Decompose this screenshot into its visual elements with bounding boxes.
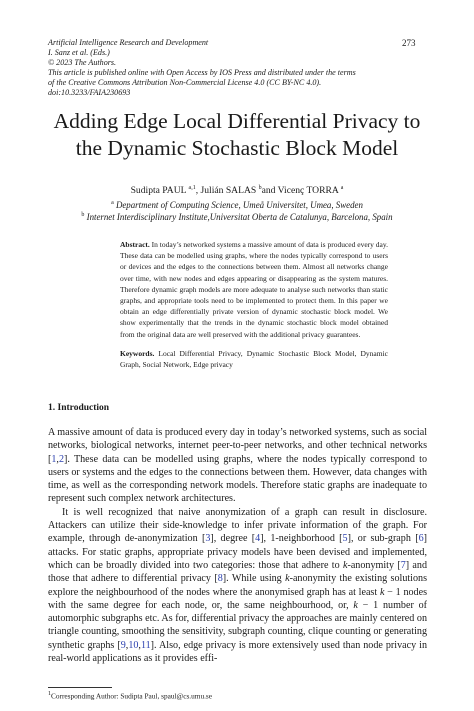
text-run: It is well recognized that naive anonymization of a graph can result in disclosure. Attackers can utilize their side-knowledge to infer private information of the graph. For example, through de-anonymization [ [48,506,427,545]
citation-link[interactable]: 2 [58,453,64,465]
text-run: A massive amount of data is produced every day in today’s networked systems, such as social networks, biological networks, internet peer-to-peer networks, and other technical networks [ [48,427,427,465]
math-k: k [342,559,348,571]
publication-header [48,38,428,99]
citation-link[interactable]: 11 [140,639,151,651]
affiliation-b-text: Internet Interdisciplinary Institute,Universitat Oberta de Catalunya, Barcelona, Spain [86,211,393,222]
citation-link[interactable]: 3 [205,533,211,545]
author-1-sup: a,1 [188,185,196,191]
title-line-1: Adding Edge Local Differential Privacy to [53,109,421,133]
text-run: -anonymity the existing solutions explore the neighbourhood of the nodes where the anonymised graph has at least [48,573,427,598]
affiliation-b [20,210,454,223]
header-license-1: This article is published online with Open Access by IOS Press and distributed under the terms [48,68,356,78]
text-run: ], or sub-graph [ [347,533,419,545]
keywords-text: Local Differential Privacy, Dynamic Stochastic Block Model, Dynamic Graph, Social Network, Edge privacy [120,349,388,370]
affiliation-a-sup: a [111,200,114,206]
paper-title [20,108,454,162]
text-run: ], degree [ [210,533,256,545]
keywords-label: Keywords. [120,349,155,358]
author-2-sup: b [258,185,262,191]
text-run: − 1 number of automorphic subgraphs etc. As for, differential privacy the approaches are mainly centered on triangle counting, smoothing the sensitivity, subgraph counting, clique counting or generating synthetic graphs [ [48,599,428,651]
header-license-2: of the Creative Commons Attribution Non-Commercial License 4.0 (CC BY-NC 4.0). [48,78,322,88]
footnote-text: Corresponding Author: Sudipta Paul, spaul@cs.umu.se [51,691,213,701]
citation-link[interactable]: 1 [51,453,57,465]
footnote-rule [48,687,112,688]
math-k: k [353,599,358,611]
author-1: Sudipta PAUL [130,185,187,197]
citation-link[interactable]: 9 [120,639,126,651]
affiliation-a-text: Department of Computing Science, Umeå Universitet, Umea, Sweden [115,199,363,210]
text-run: − 1 nodes with the same degree for each node, or, the same neighbourhood, or, [48,586,428,611]
body-text [48,426,427,665]
text-run: ] attacks. For static graphs, appropriate privacy models have been devised and implemented, which can be broadly divided into two categories: those that adhere to [48,533,427,571]
text-run: ], 1-neighborhood [ [260,533,343,545]
citation-link[interactable]: 7 [400,559,406,571]
text-run: , [56,453,59,465]
text-run: ]. These data can be modelled using graphs, where the nodes typically correspond to users or systems and the edges to the connections between them. However, data changes with time, as well as the corresponding network models. Therefore static graphs are inadequate to represent such complex network architectures. [48,453,427,505]
citation-link[interactable]: 10 [128,639,139,651]
header-copyright: © 2023 The Authors. [48,58,117,68]
footnote-number: 1 [48,691,52,697]
abstract-text: In today’s networked systems a massive amount of data is produced every day. These data can be modelled using graphs, where the nodes typically correspond to users or devices and the edges to the connections between them. Almost all networks change over time, with new nodes and edges appearing or disappearing as the system matures. Therefore dynamic graph models are more adequate to analyse such networks than static graphs, and appropriate tools need to be implemented to protect them. In this paper we obtain an edge differentially private version of dynamic stochastic block model. We show experimentally that the trends in the dynamic stochastic block model obtained from the original data are well preserved with the additional privacy guarantees. [120,240,388,339]
citation-link[interactable]: 5 [342,533,348,545]
author-list [20,182,454,197]
abstract-label: Abstract. [120,240,150,249]
text-run: -anonymity [ [347,559,401,571]
text-run: , [125,639,129,651]
citation-link[interactable]: 4 [255,533,261,545]
citation-link[interactable]: 8 [217,573,223,585]
footnote [48,690,212,700]
text-run: , [138,639,141,651]
text-run: ]. While using [222,573,286,585]
math-k: k [285,573,290,585]
author-3: and Vicenç TORRA [261,185,339,197]
header-doi: doi:10.3233/FAIA230693 [48,88,131,98]
affiliation-b-sup: b [81,212,85,218]
keywords [120,348,388,370]
author-separator: , [195,185,201,197]
author-2: Julián SALAS [200,185,257,197]
math-k: k [379,586,385,598]
author-3-sup: a [340,185,344,191]
paragraph-2 [48,506,427,666]
text-run: ] and those that adhere to differential privacy [ [48,559,428,585]
citation-link[interactable]: 6 [418,533,424,545]
title-line-2: the Dynamic Stochastic Block Model [75,136,399,160]
header-editors: I. Sanz et al. (Eds.) [48,48,110,58]
section-heading: 1. Introduction [48,403,110,413]
paragraph-1 [48,426,427,506]
abstract [120,239,388,340]
text-run: ]. Also, edge privacy is more extensively used than node privacy in real-world applications as it provides effi- [48,639,428,665]
header-journal: Artificial Intelligence Research and Development [48,38,209,47]
page-number: 273 [402,38,416,48]
